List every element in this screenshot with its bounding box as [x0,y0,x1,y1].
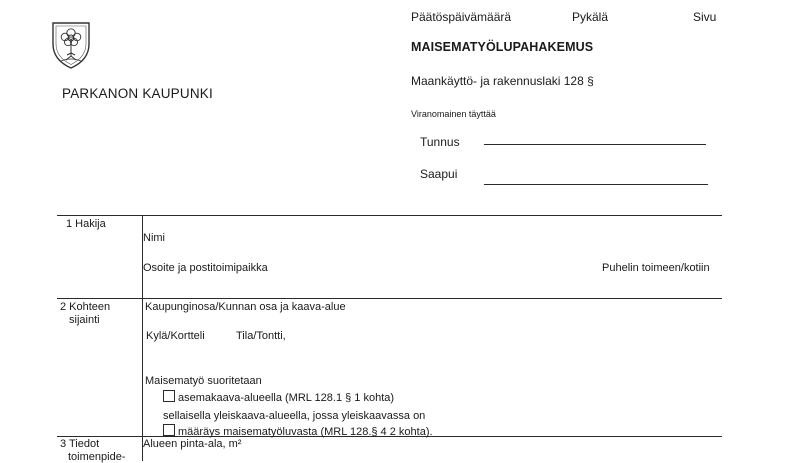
village-field[interactable]: Kylä/Kortteli [146,330,205,342]
section-label: Pykälä [572,10,609,24]
section-2-label-cont: sijainti [69,314,100,326]
detail-plan-checkbox[interactable] [163,390,175,402]
arrived-field-line[interactable] [484,184,708,185]
page-label: Sivu [693,10,717,24]
authority-fills-note: Viranomainen täyttää [411,109,496,119]
general-plan-option[interactable] [163,424,433,438]
id-label: Tunnus [420,135,460,149]
general-plan-checkbox[interactable] [163,424,175,436]
detail-plan-option[interactable] [163,390,394,404]
section-1-label: 1 Hakija [66,218,106,230]
table-label-column-divider [142,215,143,461]
coat-of-arms-icon [50,20,92,70]
detail-plan-option-label: asemakaava-alueella (MRL 128.1 § 1 kohta) [178,392,395,404]
estate-field[interactable]: Tila/Tontti, [236,330,286,342]
name-field[interactable]: Nimi [143,232,165,244]
work-done-label: Maisematyö suoritetaan [145,375,262,387]
decision-date-label: Päätöspäivämäärä [411,10,512,24]
section-divider-1 [57,298,722,299]
phone-field[interactable]: Puhelin toimeen/kotiin [602,262,710,274]
section-2-label: 2 Kohteen [60,301,111,313]
section-3-label-cont: toimenpide- [68,451,126,463]
section-3-label: 3 Tiedot [60,438,100,450]
arrived-label: Saapui [420,167,458,181]
general-plan-intro: sellaisella yleiskaava-alueella, jossa yleiskaavassa on [163,410,426,422]
district-field[interactable]: Kaupunginosa/Kunnan osa ja kaava-alue [145,301,346,313]
id-field-line[interactable] [484,144,706,145]
form-title: MAISEMATYÖLUPAHAKEMUS [411,40,594,54]
address-field[interactable]: Osoite ja postitoimipaikka [143,262,268,274]
table-top-border [57,215,722,216]
area-field[interactable]: Alueen pinta-ala, m² [143,438,242,450]
law-reference: Maankäyttö- ja rakennuslaki 128 § [411,74,594,88]
organization-name: PARKANON KAUPUNKI [62,86,213,101]
general-plan-option-label: määräys maisematyöluvasta (MRL 128.§ 4 2 kohta). [178,426,433,438]
